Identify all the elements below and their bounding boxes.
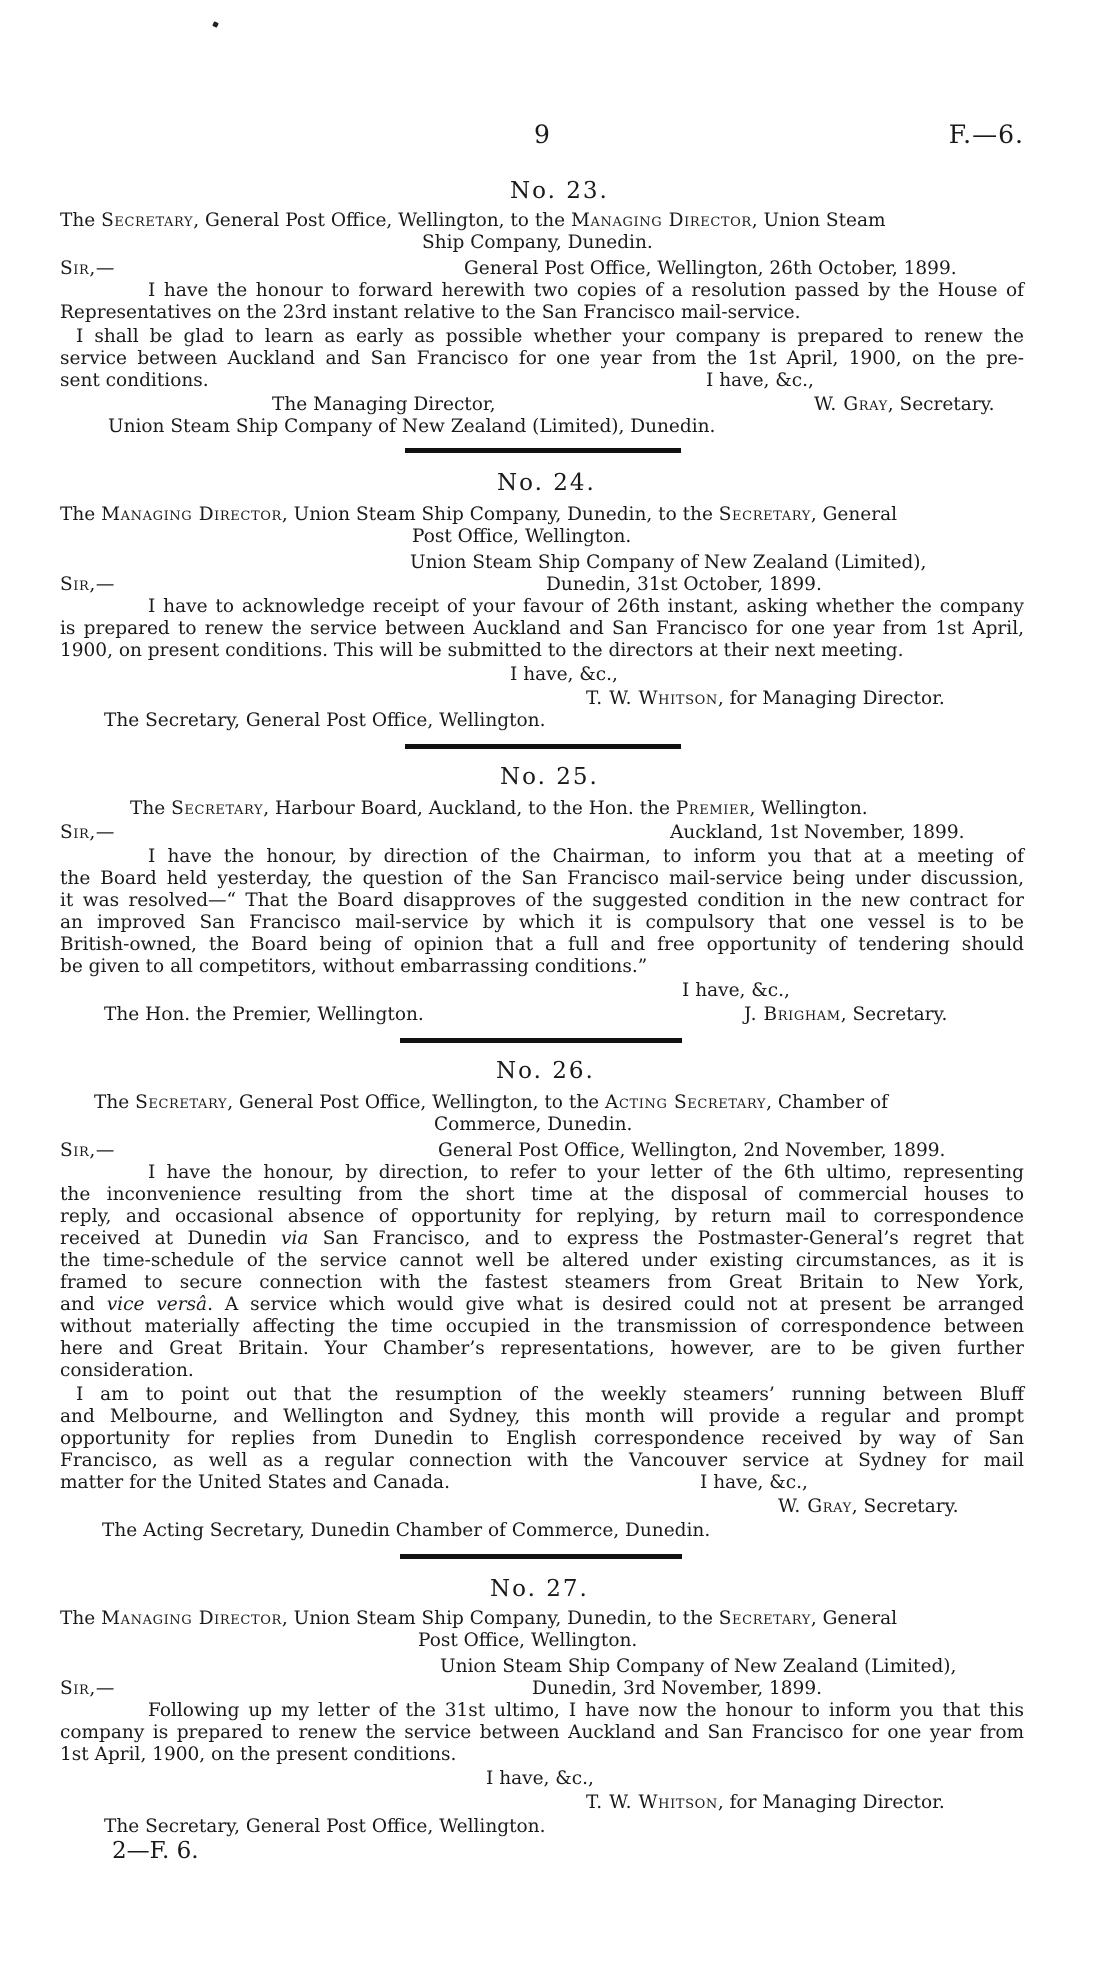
letter-heading-cont: Ship Company, Dunedin. xyxy=(422,232,653,253)
body-line: the time-schedule of the service cannot well be altered under existing circumstances, as it is xyxy=(60,1250,1024,1271)
body-line: I have the honour to forward herewith two copies of a resolution passed by the House of xyxy=(148,280,1024,301)
body-line: Representatives on the 23rd instant relative to the San Francisco mail-service. xyxy=(60,302,801,323)
signature: T. W. Whitson, for Managing Director. xyxy=(586,688,945,709)
salutation: Sir,— xyxy=(60,822,115,843)
place-date: Dunedin, 3rd November, 1899. xyxy=(532,1678,822,1699)
closing: I have, &c., xyxy=(510,664,618,685)
body-line: received at Dunedin via San Francisco, and to express the Postmaster-General’s regret that xyxy=(60,1228,1024,1249)
letter-heading: The Managing Director, Union Steam Ship Company, Dunedin, to the Secretary, General xyxy=(60,1608,898,1629)
salutation: Sir,— xyxy=(60,258,115,279)
section-divider xyxy=(400,1038,682,1043)
body-line: Francisco, as well as a regular connection with the Vancouver service at Sydney for mail xyxy=(60,1450,1024,1471)
body-line: and vice versâ. A service which would give what is desired could not at present be arranged xyxy=(60,1294,1024,1315)
letter-title: No. 26. xyxy=(496,1058,595,1084)
body-line: 1900, on present conditions. This will be submitted to the directors at their next meeting. xyxy=(60,640,904,661)
print-mark xyxy=(212,21,219,28)
body-line: 1st April, 1900, on the present conditions. xyxy=(60,1744,457,1765)
body-line: consideration. xyxy=(60,1360,194,1381)
body-line: it was resolved—“ That the Board disapproves of the suggested condition in the new contract for xyxy=(60,890,1024,911)
salutation: Sir,— xyxy=(60,1140,115,1161)
signature: J. Brigham, Secretary. xyxy=(744,1004,948,1025)
body-line: I am to point out that the resumption of the weekly steamers’ running between Bluff xyxy=(76,1384,1024,1405)
section-divider xyxy=(405,448,681,453)
letter-heading: The Managing Director, Union Steam Ship Company, Dunedin, to the Secretary, General xyxy=(60,504,898,525)
body-line: I have the honour, by direction of the Chairman, to inform you that at a meeting of xyxy=(148,846,1024,867)
body-line: and Melbourne, and Wellington and Sydney, this month will provide a regular and prompt xyxy=(60,1406,1024,1427)
addressee: Union Steam Ship Company of New Zealand (Limited), Dunedin. xyxy=(108,416,716,437)
place-date: General Post Office, Wellington, 26th October, 1899. xyxy=(464,258,957,279)
body-line: framed to secure connection with the fastest steamers from Great Britain to New York, xyxy=(60,1272,1024,1293)
signature: T. W. Whitson, for Managing Director. xyxy=(586,1792,945,1813)
letter-title: No. 23. xyxy=(510,178,609,204)
body-line: company is prepared to renew the service between Auckland and San Francisco for one year from xyxy=(60,1722,1024,1743)
place-date: Auckland, 1st November, 1899. xyxy=(670,822,965,843)
body-line: I have the honour, by direction, to refer to your letter of the 6th ultimo, representing xyxy=(148,1162,1024,1183)
body-line: the Board held yesterday, the question of the San Francisco mail-service being under discussion, xyxy=(60,868,1024,889)
page-number: 9 xyxy=(534,120,550,149)
section-divider xyxy=(400,1554,682,1559)
body-line: an improved San Francisco mail-service by which it is compulsory that one vessel is to be xyxy=(60,912,1024,933)
place-date: Dunedin, 31st October, 1899. xyxy=(546,574,822,595)
body-line: matter for the United States and Canada. xyxy=(60,1472,450,1493)
place: Union Steam Ship Company of New Zealand (Limited), xyxy=(410,552,927,573)
letter-title: No. 27. xyxy=(490,1576,589,1602)
salutation: Sir,— xyxy=(60,574,115,595)
body-line: I shall be glad to learn as early as possible whether your company is prepared to renew the xyxy=(76,326,1024,347)
body-line: reply, and occasional absence of opportunity for replying, by return mail to correspondence xyxy=(60,1206,1024,1227)
addressee: The Managing Director, xyxy=(272,394,496,415)
body-line: I have to acknowledge receipt of your favour of 26th instant, asking whether the company xyxy=(148,596,1024,617)
body-line: here and Great Britain. Your Chamber’s representations, however, are to be given further xyxy=(60,1338,1024,1359)
addressee: The Acting Secretary, Dunedin Chamber of Commerce, Dunedin. xyxy=(102,1520,711,1541)
body-line: sent conditions. xyxy=(60,370,209,391)
closing: I have, &c., xyxy=(682,980,790,1001)
letter-title: No. 24. xyxy=(497,470,596,496)
letter-heading: The Secretary, Harbour Board, Auckland, to the Hon. the Premier, Wellington. xyxy=(130,798,868,819)
signature-mark: 2—F. 6. xyxy=(112,1838,199,1864)
letter-title: No. 25. xyxy=(500,764,599,790)
body-line: without materially affecting the time occupied in the transmission of correspondence between xyxy=(60,1316,1024,1337)
body-line: British-owned, the Board being of opinion that a full and free opportunity of tendering should xyxy=(60,934,1024,955)
closing: I have, &c., xyxy=(700,1472,808,1493)
body-line: Following up my letter of the 31st ultimo, I have now the honour to inform you that this xyxy=(148,1700,1024,1721)
letter-heading: The Secretary, General Post Office, Wellington, to the Managing Director, Union Steam xyxy=(60,210,886,231)
letter-heading-cont: Post Office, Wellington. xyxy=(412,526,632,547)
place: Union Steam Ship Company of New Zealand (Limited), xyxy=(440,1656,957,1677)
body-line: service between Auckland and San Francisco for one year from the 1st April, 1900, on the pre- xyxy=(60,348,1024,369)
closing: I have, &c., xyxy=(486,1768,594,1789)
place-date: General Post Office, Wellington, 2nd November, 1899. xyxy=(438,1140,946,1161)
section-divider xyxy=(405,744,681,749)
body-line: the inconvenience resulting from the short time at the disposal of commercial houses to xyxy=(60,1184,1024,1205)
signature: W. Gray, Secretary. xyxy=(814,394,995,415)
body-line: is prepared to renew the service between Auckland and San Francisco for one year from 1st April, xyxy=(60,618,1024,639)
letter-heading-cont: Commerce, Dunedin. xyxy=(434,1114,633,1135)
addressee: The Hon. the Premier, Wellington. xyxy=(104,1004,424,1025)
document-reference: F.—6. xyxy=(948,120,1024,149)
closing: I have, &c., xyxy=(706,370,814,391)
letter-heading-cont: Post Office, Wellington. xyxy=(418,1630,638,1651)
body-line: opportunity for replies from Dunedin to English correspondence received by way of San xyxy=(60,1428,1024,1449)
addressee: The Secretary, General Post Office, Wellington. xyxy=(104,1816,546,1837)
addressee: The Secretary, General Post Office, Wellington. xyxy=(104,710,546,731)
signature: W. Gray, Secretary. xyxy=(778,1496,959,1517)
letter-heading: The Secretary, General Post Office, Wellington, to the Acting Secretary, Chamber of xyxy=(94,1092,888,1113)
body-line: be given to all competitors, without embarrassing conditions.” xyxy=(60,956,648,977)
salutation: Sir,— xyxy=(60,1678,115,1699)
